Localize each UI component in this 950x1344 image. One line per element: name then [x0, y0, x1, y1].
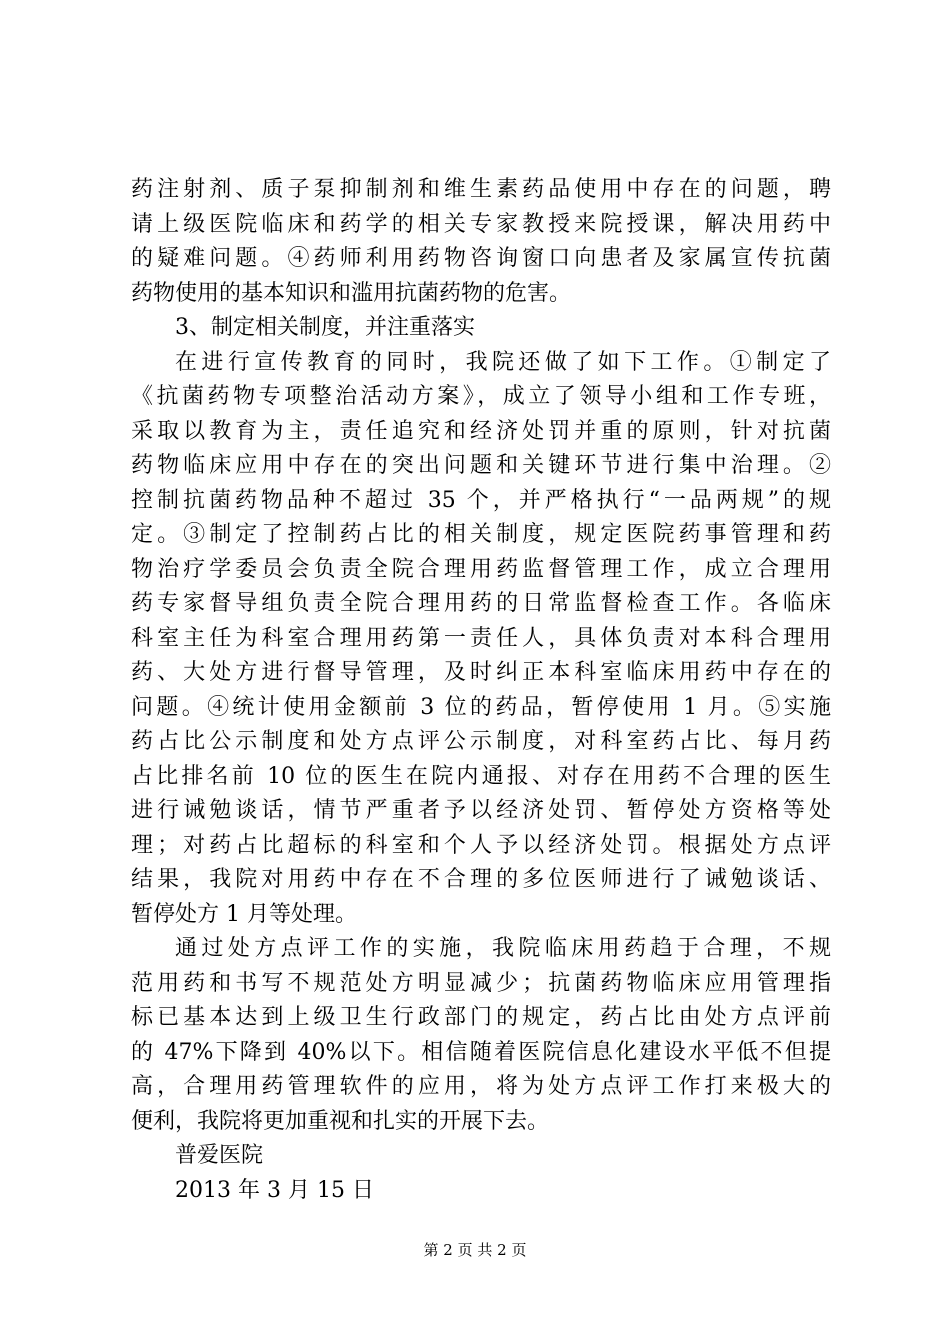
text-line: 药、大处方进行督导管理，及时纠正本科室临床用药中存在的 [131, 660, 831, 685]
text-line: 药注射剂、质子泵抑制剂和维生素药品使用中存在的问题，聘 [131, 177, 831, 202]
text-line: 《抗菌药物专项整治活动方案》，成立了领导小组和工作专班， [131, 384, 831, 409]
text-line: 药占比公示制度和处方点评公示制度，对科室药占比、每月药 [131, 729, 831, 754]
page-footer [0, 1240, 950, 1260]
text-line: 范用药和书写不规范处方明显减少；抗菌药物临床应用管理指 [131, 970, 831, 996]
text-line: 物治疗学委员会负责全院合理用药监督管理工作，成立合理用 [131, 556, 831, 582]
text-line: 请上级医院临床和药学的相关专家教授来院授课，解决用药中 [131, 211, 831, 237]
text-line: 通过处方点评工作的实施，我院临床用药趋于合理，不规 [175, 936, 831, 961]
text-line: 药专家督导组负责全院合理用药的日常监督检查工作。各临床 [131, 591, 831, 616]
text-line: 高，合理用药管理软件的应用，将为处方点评工作打来极大的 [131, 1074, 831, 1099]
text-line: 暂停处方 1 月等处理。 [131, 901, 357, 927]
text-line: 标已基本达到上级卫生行政部门的规定，药占比由处方点评前 [131, 1005, 831, 1030]
text-line: 药物临床应用中存在的突出问题和关键环节进行集中治理。② [131, 453, 831, 478]
text-line: 占比排名前 10 位的医生在院内通报、对存在用药不合理的医生 [131, 763, 831, 789]
text-line: 问题。④统计使用金额前 3 位的药品，暂停使用 1 月。⑤实施 [131, 694, 831, 720]
text-line: 理；对药占比超标的科室和个人予以经济处罚。根据处方点评 [131, 832, 831, 858]
signature-date: 2013 年 3 月 15 日 [175, 1177, 374, 1203]
text-line: 进行诫勉谈话，情节严重者予以经济处罚、暂停处方资格等处 [131, 798, 831, 823]
page-number-label: 第 2 页 共 2 页 [423, 1241, 527, 1259]
text-line: 药物使用的基本知识和滥用抗菌药物的危害。 [131, 280, 572, 306]
text-line: 科室主任为科室合理用药第一责任人，具体负责对本科合理用 [131, 625, 831, 651]
text-line: 的 47%下降到 40%以下。相信随着医院信息化建设水平低不但提 [131, 1039, 831, 1065]
section-heading: 3、制定相关制度，并注重落实 [175, 315, 475, 340]
text-line: 结果，我院对用药中存在不合理的多位医师进行了诫勉谈话、 [131, 867, 831, 892]
text-line: 控制抗菌药物品种不超过 35 个，并严格执行“一品两规”的规 [131, 487, 831, 513]
text-line: 在进行宣传教育的同时，我院还做了如下工作。①制定了 [175, 349, 831, 375]
signature-organization: 普爱医院 [175, 1143, 264, 1168]
text-line: 采取以教育为主，责任追究和经济处罚并重的原则，针对抗菌 [131, 418, 831, 444]
text-line: 便利，我院将更加重视和扎实的开展下去。 [131, 1108, 550, 1134]
text-line: 的疑难问题。④药师利用药物咨询窗口向患者及家属宣传抗菌 [131, 246, 831, 271]
document-body [131, 173, 831, 1208]
text-line: 定。③制定了控制药占比的相关制度，规定医院药事管理和药 [131, 522, 831, 547]
